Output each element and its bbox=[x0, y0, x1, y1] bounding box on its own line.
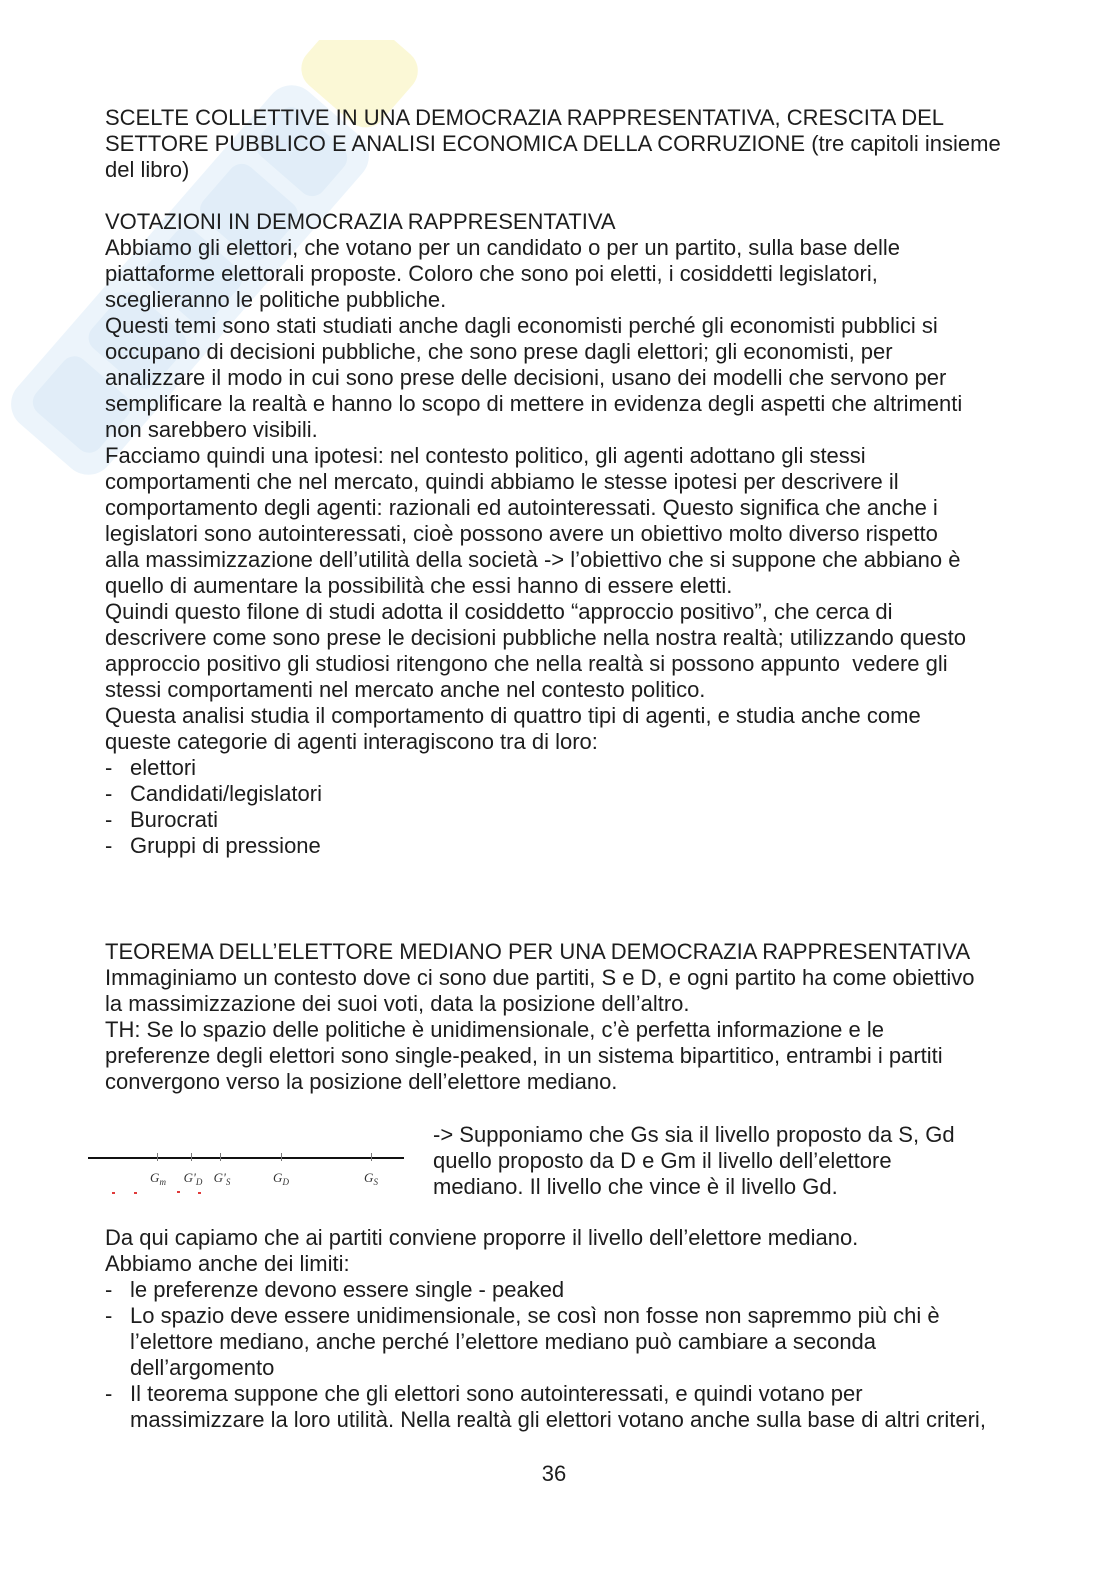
label-subscript: D bbox=[195, 1177, 203, 1187]
list-item-text: le preferenze devono essere single - peaked bbox=[130, 1277, 565, 1302]
text-line: Quindi questo filone di studi adotta il cosiddetto “approccio positivo”, che cerca di bbox=[105, 599, 893, 624]
list-item-text: Gruppi di pressione bbox=[130, 833, 321, 858]
list-item bbox=[105, 807, 966, 833]
text-line: Immaginiamo un contesto dove ci sono due partiti, S e D, e ogni partito ha come obiettivo bbox=[105, 965, 975, 990]
text-line: Abbiamo gli elettori, che votano per un candidato o per un partito, sulla base delle bbox=[105, 235, 900, 260]
text-line: preferenze degli elettori sono single-peaked, in un sistema bipartitico, entrambi i partiti bbox=[105, 1043, 943, 1068]
text-line: Da qui capiamo che ai partiti conviene proporre il livello dell’elettore mediano. bbox=[105, 1225, 859, 1250]
axis-label-g-prime-s bbox=[214, 1170, 231, 1186]
list-marker: - bbox=[105, 755, 113, 780]
section-conclusion bbox=[105, 1225, 986, 1433]
list-item-text: massimizzare la loro utilità. Nella realtà gli elettori votano anche sulla base di altri criteri, bbox=[130, 1407, 986, 1432]
text-line: piattaforme elettorali proposte. Coloro che sono poi eletti, i cosiddetti legislatori, bbox=[105, 261, 878, 286]
axis-label-gm bbox=[150, 1170, 166, 1186]
red-mark bbox=[177, 1191, 180, 1193]
label-base: G' bbox=[213, 1170, 226, 1185]
list-item bbox=[105, 1303, 986, 1329]
list-item-text: Burocrati bbox=[130, 807, 219, 832]
list-item bbox=[105, 755, 966, 781]
axis-label-gs bbox=[364, 1170, 378, 1186]
text-line: Questa analisi studia il comportamento di quattro tipi di agenti, e studia anche come bbox=[105, 703, 921, 728]
axis-label-gd bbox=[273, 1170, 289, 1186]
red-mark bbox=[198, 1192, 201, 1194]
axis-tick bbox=[281, 1153, 282, 1161]
list-marker: - bbox=[105, 1277, 113, 1302]
text-line: approccio positivo gli studiosi ritengono che nella realtà si possono appunto vedere gli bbox=[105, 651, 948, 676]
diagram-caption bbox=[433, 1122, 955, 1200]
list-item-text: Candidati/legislatori bbox=[130, 781, 322, 806]
axis-tick bbox=[157, 1153, 158, 1161]
axis-tick bbox=[191, 1153, 192, 1161]
text-line: alla massimizzazione dell’utilità della società -> l’obiettivo che si suppone che abbiano è bbox=[105, 547, 961, 572]
title-line: SCELTE COLLETTIVE IN UNA DEMOCRAZIA RAPPRESENTATIVA, CRESCITA DEL bbox=[105, 105, 945, 130]
policy-axis-diagram bbox=[80, 1140, 420, 1200]
caption-line: mediano. Il livello che vince è il livello Gd. bbox=[433, 1174, 838, 1199]
page-number: 36 bbox=[541, 1461, 567, 1486]
text-line: la massimizzazione dei suoi voti, data la posizione dell’altro. bbox=[105, 991, 690, 1016]
section-votazioni bbox=[105, 209, 966, 859]
caption-line: -> Supponiamo che Gs sia il livello proposto da S, Gd bbox=[433, 1122, 955, 1147]
caption-line: quello proposto da D e Gm il livello dell’elettore bbox=[433, 1148, 892, 1173]
label-base: G bbox=[273, 1170, 283, 1185]
list-marker: - bbox=[105, 1381, 113, 1406]
list-item-text: Lo spazio deve essere unidimensionale, se così non fosse non sapremmo più chi è bbox=[130, 1303, 940, 1328]
axis-label-g-prime-d bbox=[184, 1170, 203, 1186]
label-base: G' bbox=[183, 1170, 196, 1185]
text-line: TH: Se lo spazio delle politiche è unidimensionale, c’è perfetta informazione e le bbox=[105, 1017, 884, 1042]
text-line: Abbiamo anche dei limiti: bbox=[105, 1251, 350, 1276]
text-line: legislatori sono autointeressati, cioè possono avere un obiettivo molto diverso rispetto bbox=[105, 521, 938, 546]
list-marker: - bbox=[105, 833, 113, 858]
label-base: G bbox=[150, 1170, 160, 1185]
title-line: del libro) bbox=[105, 157, 190, 182]
text-line: Facciamo quindi una ipotesi: nel contesto politico, gli agenti adottano gli stessi bbox=[105, 443, 866, 468]
list-item-text: dell’argomento bbox=[130, 1355, 275, 1380]
document-title bbox=[105, 105, 1001, 183]
text-line: sceglieranno le politiche pubbliche. bbox=[105, 287, 447, 312]
text-line: queste categorie di agenti interagiscono tra di loro: bbox=[105, 729, 598, 754]
label-subscript: D bbox=[282, 1177, 289, 1187]
list-item-text: l’elettore mediano, anche perché l’elettore mediano può cambiare a seconda bbox=[130, 1329, 877, 1354]
label-subscript: m bbox=[159, 1177, 166, 1187]
list-item-continuation bbox=[105, 1355, 986, 1381]
text-line: stessi comportamenti nel mercato anche nel contesto politico. bbox=[105, 677, 706, 702]
section-heading: TEOREMA DELL’ELETTORE MEDIANO PER UNA DEMOCRAZIA RAPPRESENTATIVA bbox=[105, 939, 971, 964]
red-mark bbox=[134, 1192, 137, 1194]
label-subscript: S bbox=[373, 1177, 378, 1187]
text-line: comportamento degli agenti: razionali ed autointeressati. Questo significa che anche i bbox=[105, 495, 938, 520]
list-item-continuation bbox=[105, 1329, 986, 1355]
list-item-continuation bbox=[105, 1407, 986, 1433]
list-marker: - bbox=[105, 807, 113, 832]
list-item bbox=[105, 1277, 986, 1303]
list-item-text: Il teorema suppone che gli elettori sono autointeressati, e quindi votano per bbox=[130, 1381, 863, 1406]
list-item bbox=[105, 833, 966, 859]
axis-tick bbox=[371, 1153, 372, 1161]
section-teorema bbox=[105, 939, 974, 1095]
text-line: convergono verso la posizione dell’elettore mediano. bbox=[105, 1069, 618, 1094]
red-mark bbox=[112, 1192, 115, 1194]
list-item bbox=[105, 781, 966, 807]
text-line: non sarebbero visibili. bbox=[105, 417, 318, 442]
text-line: occupano di decisioni pubbliche, che sono prese dagli elettori; gli economisti, per bbox=[105, 339, 893, 364]
label-base: G bbox=[364, 1170, 374, 1185]
list-item-text: elettori bbox=[130, 755, 197, 780]
text-line: quello di aumentare la possibilità che essi hanno di essere eletti. bbox=[105, 573, 733, 598]
label-subscript: S bbox=[225, 1177, 231, 1187]
list-item bbox=[105, 1381, 986, 1407]
text-line: comportamenti che nel mercato, quindi abbiamo le stesse ipotesi per descrivere il bbox=[105, 469, 899, 494]
list-marker: - bbox=[105, 1303, 113, 1328]
text-line: semplificare la realtà e hanno lo scopo di mettere in evidenza degli aspetti che altrimenti bbox=[105, 391, 963, 416]
axis-tick bbox=[220, 1153, 221, 1161]
section-heading: VOTAZIONI IN DEMOCRAZIA RAPPRESENTATIVA bbox=[105, 209, 616, 234]
text-line: descrivere come sono prese le decisioni pubbliche nella nostra realtà; utilizzando questo bbox=[105, 625, 966, 650]
list-marker: - bbox=[105, 781, 113, 806]
text-line: analizzare il modo in cui sono prese delle decisioni, usano dei modelli che servono per bbox=[105, 365, 947, 390]
text-line: Questi temi sono stati studiati anche dagli economisti perché gli economisti pubblici si bbox=[105, 313, 938, 338]
title-line: SETTORE PUBBLICO E ANALISI ECONOMICA DELLA CORRUZIONE (tre capitoli insieme bbox=[105, 131, 1001, 156]
policy-axis-line bbox=[88, 1157, 404, 1159]
